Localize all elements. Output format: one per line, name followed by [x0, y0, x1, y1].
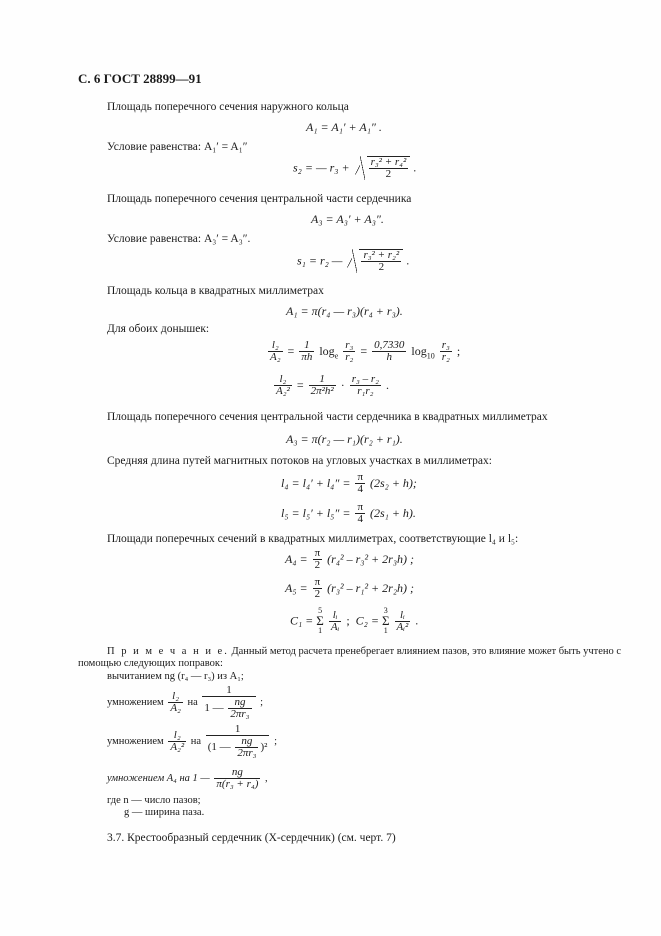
- pi-num-l5: π: [357, 501, 363, 513]
- l2-num-b: l₂: [274, 374, 292, 386]
- 2pi2h2-den: 2π²h²: [310, 385, 334, 397]
- r2-den: r₂: [345, 351, 354, 363]
- formula-A3: A₃ = A₃′ + A₃″.: [311, 212, 384, 226]
- A2sq-den: A₂²: [276, 385, 290, 397]
- text-sections: Площади поперечных сечений в квадратных миллиметрах, соответствующие l₄ и l₅:: [107, 533, 519, 545]
- r3-num-2: r₃: [441, 339, 450, 351]
- correction-1: вычитанием ng (r₄ — r₃) из A₁;: [107, 671, 244, 682]
- h-den: h: [386, 351, 393, 363]
- formula-C1-C2: C₁ = 5 Σ 1 $\frac{\text{lᵢ}}{\text{Aᵢ}}$ ; C₂ = 3 Σ 1 $\frac{\text{lᵢ}}{\text{Aᵢ²}}$ .: [290, 606, 419, 635]
- s1-left: s₁ = r₂ —: [297, 253, 343, 268]
- text-both: Для обоих донышек:: [107, 323, 210, 335]
- s1-end: .: [406, 253, 410, 268]
- one-num-b: 1: [309, 374, 336, 386]
- where-1: где n — число пазов;: [107, 795, 201, 806]
- text-outer-area: Площадь поперечного сечения наружного кольца: [107, 101, 349, 113]
- sqrt-s2: [353, 156, 411, 180]
- text-condition-2: Условие равенства: A₃′ = A₃″.: [107, 233, 251, 245]
- formula-A1-mm: A₁ = π(r₄ — r₃)(r₄ + r₃).: [286, 304, 403, 318]
- formula-l2-A2sq: $\frac{\text{l₂}}{\text{A₂²}}$ = $\frac{1}{\text{2π²h²}}$ · $\frac{\text{r₃ – r₂}}{\text{r₁r₂}}$ .: [276, 373, 389, 397]
- formula-l2-A2: $\frac{\text{l₂}}{\text{A₂}}$ = $\frac{1}{\pi h}$ $\log_e$ $\frac{\text{r₃}}{\text{r₂}}$ = $\frac{0,7330}{h}$ $\log_{10}$ $\frac{\text{r₃}}{\text{r₂}}$ ;: [270, 339, 461, 363]
- sum-sign-2: 3 Σ 1: [381, 606, 390, 635]
- section-3-7: 3.7. Крестообразный сердечник (X-сердечник) (см. черт. 7): [107, 832, 396, 844]
- eq-sign-2: =: [360, 344, 368, 358]
- text-center-area: Площадь поперечного сечения центральной части сердечника: [107, 193, 412, 205]
- eq-sign: =: [287, 344, 295, 358]
- one-num: 1: [299, 340, 314, 352]
- loge: $\log_e$: [319, 344, 339, 361]
- formula-A4: A₄ = $\frac{\pi}{2}$ (r₄² – r₃² + 2r₃h) ;: [285, 547, 414, 571]
- s2-left: s₂ = — r₃ +: [293, 160, 350, 175]
- formula-l5: l₅ = l₅′ + l₅″ = $\frac{\pi}{4}$ (2s₁ + h).: [281, 501, 416, 525]
- sum-sign-1: 5 Σ 1: [316, 606, 324, 635]
- note-line-1: [107, 646, 621, 657]
- where-2: g — ширина паза.: [124, 807, 205, 818]
- s2-end: .: [413, 160, 417, 175]
- r3mr2-num: r₃ – r₂: [351, 373, 379, 385]
- text-path-len: Средняя длина путей магнитных потоков на угловых участках в миллиметрах:: [107, 455, 492, 467]
- four-den-l4: 4: [357, 483, 363, 495]
- text-ring-mm: Площадь кольца в квадратных миллиметрах: [107, 285, 324, 297]
- four-den-l5: 4: [357, 513, 363, 525]
- s1-num: r₃² + r₂²: [363, 249, 400, 261]
- formula-A1: A₁ = A₁′ + A₁″ .: [306, 120, 382, 134]
- r3-num: r₃: [345, 339, 354, 351]
- const-num: 0,7330: [374, 339, 405, 351]
- note-title: П р и м е ч а н и е.: [107, 646, 229, 657]
- pih-den: πh: [301, 351, 313, 363]
- note-text: Данный метод расчета пренебрегает влиянием пазов, это влияние может быть учтено с: [228, 646, 622, 657]
- s2-num: r₃² + r₄²: [370, 156, 407, 168]
- text-center-mm: Площадь поперечного сечения центральной части сердечника в квадратных миллиметрах: [107, 411, 548, 423]
- formula-s1: [297, 249, 409, 273]
- log10: $\log_{10}$: [411, 344, 435, 361]
- text-condition-1: Условие равенства: A₁′ = A₁″: [107, 141, 248, 153]
- sqrt-s1: [345, 249, 403, 273]
- l2-num: l₂: [268, 340, 283, 352]
- formula-l4: l₄ = l₄′ + l₄″ = $\frac{\pi}{4}$ (2s₂ + h);: [281, 471, 417, 495]
- formula-A5: A₅ = $\frac{\pi}{2}$ (r₃² – r₁² + 2r₂h) ;: [285, 576, 414, 600]
- formula-s2: [293, 156, 416, 180]
- A2-den: A₂: [270, 351, 281, 363]
- r1r2-den: r₁r₂: [357, 385, 374, 397]
- note-line-2: помощью следующих поправок:: [78, 658, 223, 669]
- r2-den-2: r₂: [441, 351, 450, 363]
- correction-3: умножением $\frac{\text{l₂}}{\text{A₂²}}$ на 1 (1 — $\frac{ng}{\text{2πr₃}}$ )² ;: [107, 723, 277, 759]
- formula-A3-mm: A₃ = π(r₂ — r₁)(r₂ + r₁).: [286, 432, 403, 446]
- s1-den: 2: [378, 261, 385, 273]
- s2-den: 2: [385, 168, 392, 180]
- pi-num-l4: π: [357, 471, 363, 483]
- page-header: С. 6 ГОСТ 28899—91: [78, 71, 202, 86]
- correction-4: умножением A₄ на 1 — $\frac{ng}{\text{π(r₃ + r₄)}}$ ,: [107, 766, 268, 790]
- correction-2: умножением $\frac{\text{l₂}}{\text{A₂}}$ на 1 1 — $\frac{ng}{\text{2πr₃}}$ ;: [107, 684, 264, 720]
